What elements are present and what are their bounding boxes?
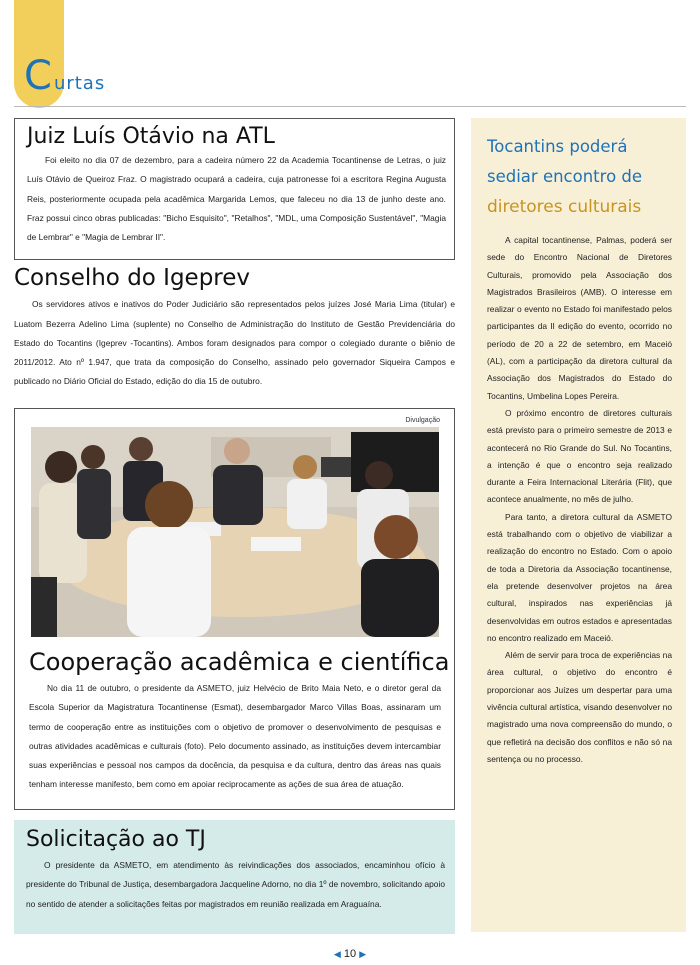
article-conselho-body: Os servidores ativos e inativos do Poder Judiciário são representados pelos juízes José Maria Lima (titular) e Luatom Bezerra Adelino Lima (suplente) no Conselho de Administração do Instituto de Gestão Previdenciária do Estado do Tocantins (Igeprev -Tocantins). Ambos foram designados para compor o colegiado durante o biênio de 2011/2012. Ato nº 1.947, que trata da composição do Conselho, assinado pelo governador Siqueira Campos e publicado no Diário Oficial do Estado, edição do dia 15 de outubro. xyxy=(14,299,455,387)
article-solicit-title: Solicitação ao TJ xyxy=(26,827,206,852)
sidebar-title-line-1: Tocantins poderá xyxy=(487,137,628,156)
meeting-photo xyxy=(31,427,439,637)
sidebar-article xyxy=(471,118,686,932)
article-coop-box xyxy=(14,408,455,810)
sidebar-paragraph: Além de servir para troca de experiências na área cultural, o objetivo do encontro é proporcionar aos Juízes um despertar para uma vivência cultural artística, visando desenvolver no magistrado uma nova compreensão do mundo, o que refletirá na decisão dos conflitos e não só na sentença ou no processo. xyxy=(487,650,672,764)
article-coop-body: No dia 11 de outubro, o presidente da ASMETO, juiz Helvécio de Brito Maia Neto, e o diretor geral da Escola Superior da Magistratura Tocantinense (Esmat), desembargador Marco Villas Boas, assinaram um termo de cooperação entre as instituições com o objetivo de promover o desenvolvimento de pesquisas e outras atividades acadêmicas e culturais (foto). Pelo documento assinado, as instituições devem intercambiar suas experiências e pessoal nos campos da docência, da pesquisa e da cultura, dentro das áreas nas quais tenham interesse manifesto, bem como em apoiar reciprocamente as ações de sua área de atuação. xyxy=(29,683,441,790)
sidebar-paragraph: A capital tocantinense, Palmas, poderá ser sede do Encontro Nacional de Diretores Culturais, promovido pela Associação dos Magistrados Brasileiros (AMB). O interesse em realizar o evento no Estado foi manifestado pelos participantes da II edição do evento, ocorrido no período de 20 a 22 de setembro, em Maceió (AL), com a participação da diretora cultural da Associação dos Magistrados do Estado do Tocantins, Umbelina Lopes Pereira. xyxy=(487,235,672,401)
next-page-arrow-icon[interactable]: ▶ xyxy=(359,949,367,959)
sidebar-paragraph: O próximo encontro de diretores culturais está previsto para o primeiro semestre de 2013 e acontecerá no Rio Grande do Sul. No Tocantins, a intenção é que o encontro seja realizado durante a Feira Internacional Literária (Flit), que acontece anualmente, no mês de julho. xyxy=(487,407,672,505)
section-name: urtas xyxy=(53,73,106,94)
page-footer xyxy=(0,948,700,960)
article-solicit-box xyxy=(14,820,455,934)
article-juiz-box xyxy=(14,118,455,260)
article-juiz-title: Juiz Luís Otávio na ATL xyxy=(27,124,275,149)
sidebar-title-line-3: diretores culturais xyxy=(487,197,642,217)
article-coop-title: Cooperação acadêmica e científica xyxy=(29,648,450,676)
sidebar-paragraph: Para tanto, a diretora cultural da ASMETO está trabalhando com o objetivo de viabilizar a realização do encontro no Estado. Com o apoio de toda a Diretoria da Associação tocantinense, ela pretende desenvolver projetos na área cultural, inspirados nas experiências já desenvolvidas em outros estados e apresentadas no encontro realizado em Maceió. xyxy=(487,511,672,643)
article-conselho-title: Conselho do Igeprev xyxy=(14,265,251,291)
article-solicit-body: O presidente da ASMETO, em atendimento às reivindicações dos associados, encaminhou ofício à presidente do Tribunal de Justiça, desembargadora Jacqueline Adorno, no dia 1º de novembro, solicitando apoio no sentido de atender a solicitações feitas por magistrados em reunião realizada em Araguaína. xyxy=(26,860,445,909)
section-initial: C xyxy=(24,53,52,99)
sidebar-title-line-2: sediar encontro de xyxy=(487,167,643,186)
page-number: 10 xyxy=(343,948,357,960)
meeting-photo-illustration xyxy=(31,427,439,637)
article-juiz-body: Foi eleito no dia 07 de dezembro, para a cadeira número 22 da Academia Tocantinense de Letras, o juiz Luís Otávio de Queiroz Fraz. O magistrado ocupará a cadeira, cuja patronesse foi a escritora Regina Augusta Reis, posteriormente ocupada pela acadêmica Margarida Lemos, que faleceu no dia 13 de junho deste ano. Fraz possui cinco obras publicadas: "Bicho Esquisito", "Retalhos", "MDL, uma Composição Sustentável", "Magia de Lembrar" e "Magia de Lembrar II". xyxy=(27,155,446,243)
section-title xyxy=(24,53,106,100)
prev-page-arrow-icon[interactable]: ◀ xyxy=(333,949,341,959)
article-conselho xyxy=(14,266,455,392)
header-divider xyxy=(14,106,686,107)
photo-credit: Divulgação xyxy=(405,417,440,424)
